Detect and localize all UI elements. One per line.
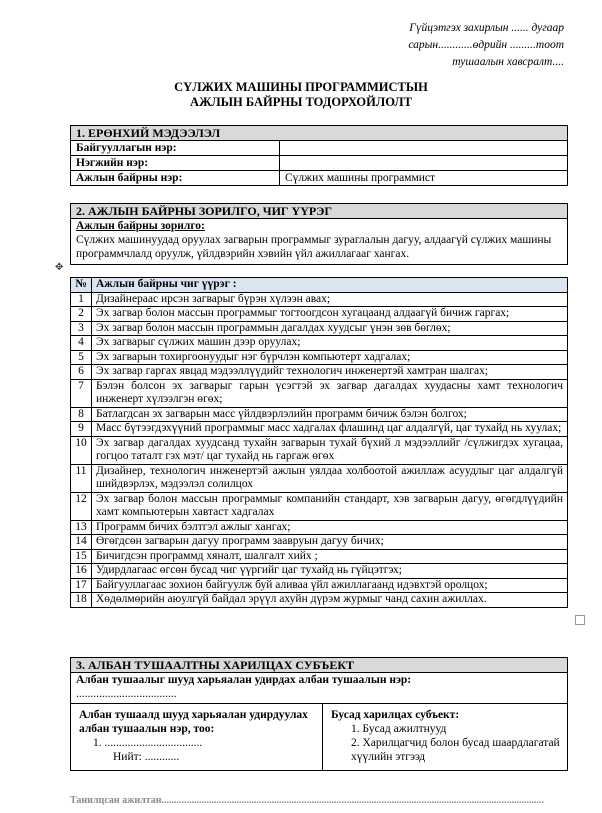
- duty-number: 6: [71, 365, 92, 380]
- table-move-handle-icon[interactable]: ✥: [55, 262, 64, 273]
- duty-row: [71, 535, 567, 550]
- duty-row: [71, 336, 567, 351]
- duty-row: [71, 492, 567, 520]
- duty-text-header: Ажлын байрны чиг үүрэг :: [92, 278, 568, 292]
- duty-text: Өгөгдсөн загварын дагуу программ заавруын дагуу бичих;: [92, 535, 568, 550]
- subordinate-total: Нийт: ............: [113, 751, 180, 763]
- title-line-2: АЖЛЫН БАЙРНЫ ТОДОРХОЙЛОЛТ: [190, 95, 412, 109]
- subordinates-column: [71, 704, 323, 770]
- duty-number: 9: [71, 422, 92, 437]
- duty-number: 12: [71, 492, 92, 520]
- duty-text: Дизайнер, технологич инженертэй ажлын уялдаа холбоотой ажиллаж асуудлыг цаг алдалгүй шийдвэрлэх, мэдээлэл солилцох: [92, 464, 568, 492]
- approval-line-2: сарын............өдрийн .........тоот: [408, 39, 564, 51]
- info-label: Нэгжийн нэр:: [71, 156, 280, 170]
- duty-row: [71, 292, 567, 307]
- duty-text: Бичигдсэн программд хяналт, шалгалт хийх ;: [92, 549, 568, 564]
- info-value: [280, 141, 567, 155]
- duty-row: [71, 436, 567, 464]
- other-relations-heading: Бусад харилцах субъект:: [331, 709, 460, 721]
- approval-line-3: тушаалын хавсралт....: [452, 56, 564, 68]
- duty-row: [71, 365, 567, 380]
- section-general-info: [70, 125, 568, 186]
- duties-table-wrapper: [70, 277, 568, 608]
- duty-text: Батлагдсан эх загварын масс үйлдвэрлэлийн программ бичиж бэлэн болгох;: [92, 407, 568, 422]
- info-value: Сүлжих машины программист: [285, 172, 436, 184]
- duty-row: [71, 520, 567, 535]
- section-2-heading: 2. АЖЛЫН БАЙРНЫ ЗОРИЛГО, ЧИГ ҮҮРЭГ: [71, 204, 567, 219]
- duty-number: 4: [71, 336, 92, 351]
- duty-number: 15: [71, 549, 92, 564]
- info-value: [280, 156, 567, 170]
- acknowledgement-line: Танилцсан ажилтан.........................................................................................................................................................: [70, 795, 545, 806]
- goal-label: Ажлын байрны зорилго:: [76, 220, 205, 232]
- duty-text: Эх загвар дагалдах хуудсанд тухайн загварын тухай бүхий л мэдээллийг /сүлжигдэх хугацаа, гогцоо таталт гэх мэт/ цаг тухайд нь гаргаж өгөх: [92, 436, 568, 464]
- duty-number-header: №: [71, 278, 92, 292]
- info-row: [71, 141, 567, 156]
- relations-columns: [71, 703, 567, 770]
- duty-text: Эх загвар гаргах явцад мэдээллүүдийг технологич инженертэй хамтран шалгах;: [92, 365, 568, 380]
- duty-text: Программ бичих бэлтгэл ажлыг хангах;: [92, 520, 568, 535]
- title-line-1: СҮЛЖИХ МАШИНЫ ПРОГРАММИСТЫН: [174, 80, 428, 94]
- duty-row: [71, 564, 567, 579]
- duty-text: Эх загвар болон массын программыг компанийн стандарт, хэв загварын дагуу, өгөгдлүүдийн хамт компьютерын хавтаст хадгалах: [92, 492, 568, 520]
- duty-row: [71, 464, 567, 492]
- direct-superior-value: ...................................: [76, 688, 177, 700]
- info-label: Байгууллагын нэр:: [71, 141, 280, 155]
- info-label: Ажлын байрны нэр:: [71, 171, 280, 185]
- duty-text: Бэлэн болсон эх загварыг гарын үсэгтэй эх загвар дагалдах хуудасны хамт технологич инженерт хүлээлгэн өгөх;: [92, 379, 568, 407]
- other-relation-item: 1. Бусад ажилтнууд: [351, 723, 447, 735]
- duty-number: 11: [71, 464, 92, 492]
- duty-text: Эх загвар болон массын программыг тогтоогдсон хугацаанд алдаагүй бичиж гаргах;: [92, 307, 568, 322]
- duty-row: [71, 350, 567, 365]
- duty-text: Масс бүтээгдэхүүний программыг масс хадгалах флашинд цаг алдалгүй, цаг тухайд нь хуулах;: [92, 422, 568, 437]
- table-resize-handle[interactable]: [575, 615, 585, 625]
- duty-number: 10: [71, 436, 92, 464]
- approval-note: [408, 20, 564, 71]
- section-purpose-duties: [70, 203, 568, 265]
- duty-number: 17: [71, 578, 92, 593]
- duty-text: Эх загварын тохиргоонуудыг нэг бүрчлэн компьютерт хадгалах;: [92, 350, 568, 365]
- approval-line-1: Гүйцэтгэх захирлын ...... дугаар: [409, 22, 564, 34]
- duty-number: 8: [71, 407, 92, 422]
- duty-text: Удирдлагаас өгсөн бусад чиг үүргийг цаг тухайд нь гүйцэтгэх;: [92, 564, 568, 579]
- duty-row: [71, 321, 567, 336]
- duty-row: [71, 578, 567, 593]
- direct-superior-label: Албан тушаалыг шууд харьяалан удирдах албан тушаалын нэр:: [76, 674, 412, 686]
- duty-text: Эх загварыг сүлжих машин дээр оруулах;: [92, 336, 568, 351]
- duty-row: [71, 379, 567, 407]
- duty-row: [71, 422, 567, 437]
- duty-number: 14: [71, 535, 92, 550]
- duty-number: 5: [71, 350, 92, 365]
- subordinates-heading: Албан тушаалд шууд харьяалан удирдуулах албан тушаалын нэр, тоо:: [79, 709, 308, 735]
- duty-text: Байгууллагаас зохион байгуулж буй аливаа үйл ажиллагаанд идэвхтэй оролцох;: [92, 578, 568, 593]
- goal-text: Сүлжих машинуудад оруулах загварын программыг зураглалын дагуу, алдаагүй сүлжих машины программчлалд оруулж, үйлдвэрийн хэвийн үйл ажиллагааг хангах.: [76, 234, 552, 260]
- duty-row: [71, 593, 567, 607]
- duty-number: 13: [71, 520, 92, 535]
- duties-header-row: [71, 278, 567, 292]
- duty-row: [71, 307, 567, 322]
- duty-number: 16: [71, 564, 92, 579]
- duty-row: [71, 407, 567, 422]
- info-row: [71, 156, 567, 171]
- duty-number: 3: [71, 321, 92, 336]
- duty-number: 2: [71, 307, 92, 322]
- subordinate-item: 1. ..................................: [93, 737, 203, 749]
- section-3-heading: 3. АЛБАН ТУШААЛТНЫ ХАРИЛЦАХ СУБЪЕКТ: [71, 658, 567, 673]
- duty-text: Хөдөлмөрийн аюулгүй байдал эрүүл ахуйн дүрэм журмыг чанд сахин ажиллах.: [92, 593, 568, 607]
- other-relations-column: [323, 704, 567, 770]
- duty-text: Эх загвар болон массын программын дагалдах хуудсыг үнэн зөв бөглөх;: [92, 321, 568, 336]
- document-title: [0, 80, 602, 110]
- duty-row: [71, 549, 567, 564]
- duties-table: [71, 278, 567, 607]
- section-1-heading: 1. ЕРӨНХИЙ МЭДЭЭЛЭЛ: [71, 126, 567, 141]
- info-row: [71, 171, 567, 185]
- section-relations: [70, 657, 568, 771]
- other-relation-item: 2. Харилцагчид болон бусад шаардлагатай хүүлийн этгээд: [351, 737, 560, 763]
- duty-number: 18: [71, 593, 92, 607]
- duty-text: Дизайнерaac ирсэн загварыг бүрэн хүлээн авах;: [92, 292, 568, 307]
- duty-number: 7: [71, 379, 92, 407]
- duty-number: 1: [71, 292, 92, 307]
